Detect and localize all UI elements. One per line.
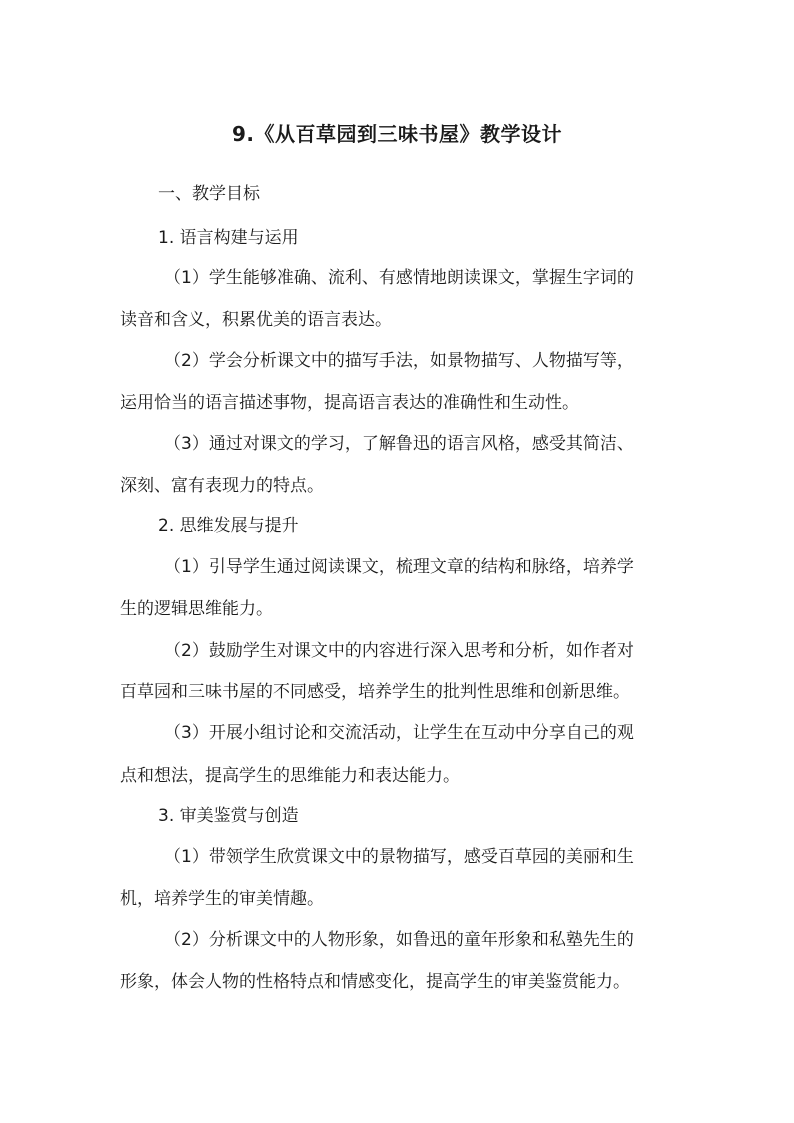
paragraph-line: （2）鼓励学生对课文中的内容进行深入思考和分析，如作者对 xyxy=(164,641,634,661)
paragraph-line: 形象，体会人物的性格特点和情感变化，提高学生的审美鉴赏能力。 xyxy=(120,972,630,992)
paragraph-line: 读音和含义，积累优美的语言表达。 xyxy=(120,310,392,330)
paragraph-line: 深刻、富有表现力的特点。 xyxy=(120,476,324,496)
document-title: 9.《从百草园到三味书屋》教学设计 xyxy=(231,122,562,146)
section-heading-language: 1. 语言构建与运用 xyxy=(158,228,299,248)
paragraph-line: 生的逻辑思维能力。 xyxy=(120,599,273,619)
paragraph-line: （3）通过对课文的学习，了解鲁迅的语言风格，感受其简洁、 xyxy=(164,434,634,454)
paragraph-line: 百草园和三味书屋的不同感受，培养学生的批判性思维和创新思维。 xyxy=(120,682,630,702)
paragraph-line: （3）开展小组讨论和交流活动，让学生在互动中分享自己的观 xyxy=(164,723,634,743)
paragraph-line: 运用恰当的语言描述事物，提高语言表达的准确性和生动性。 xyxy=(120,393,579,413)
heading-teaching-goals: 一、教学目标 xyxy=(158,184,260,204)
paragraph-line: （1）学生能够准确、流利、有感情地朗读课文，掌握生字词的 xyxy=(164,268,634,288)
paragraph-line: 机，培养学生的审美情趣。 xyxy=(120,889,324,909)
paragraph-line: （2）学会分析课文中的描写手法，如景物描写、人物描写等， xyxy=(164,351,634,371)
paragraph-line: （1）引导学生通过阅读课文，梳理文章的结构和脉络，培养学 xyxy=(164,557,634,577)
paragraph-line: （2）分析课文中的人物形象，如鲁迅的童年形象和私塾先生的 xyxy=(164,930,634,950)
paragraph-line: 点和想法，提高学生的思维能力和表达能力。 xyxy=(120,766,460,786)
section-heading-thinking: 2. 思维发展与提升 xyxy=(158,516,299,536)
section-heading-aesthetics: 3. 审美鉴赏与创造 xyxy=(158,806,299,826)
paragraph-line: （1）带领学生欣赏课文中的景物描写，感受百草园的美丽和生 xyxy=(164,847,634,867)
